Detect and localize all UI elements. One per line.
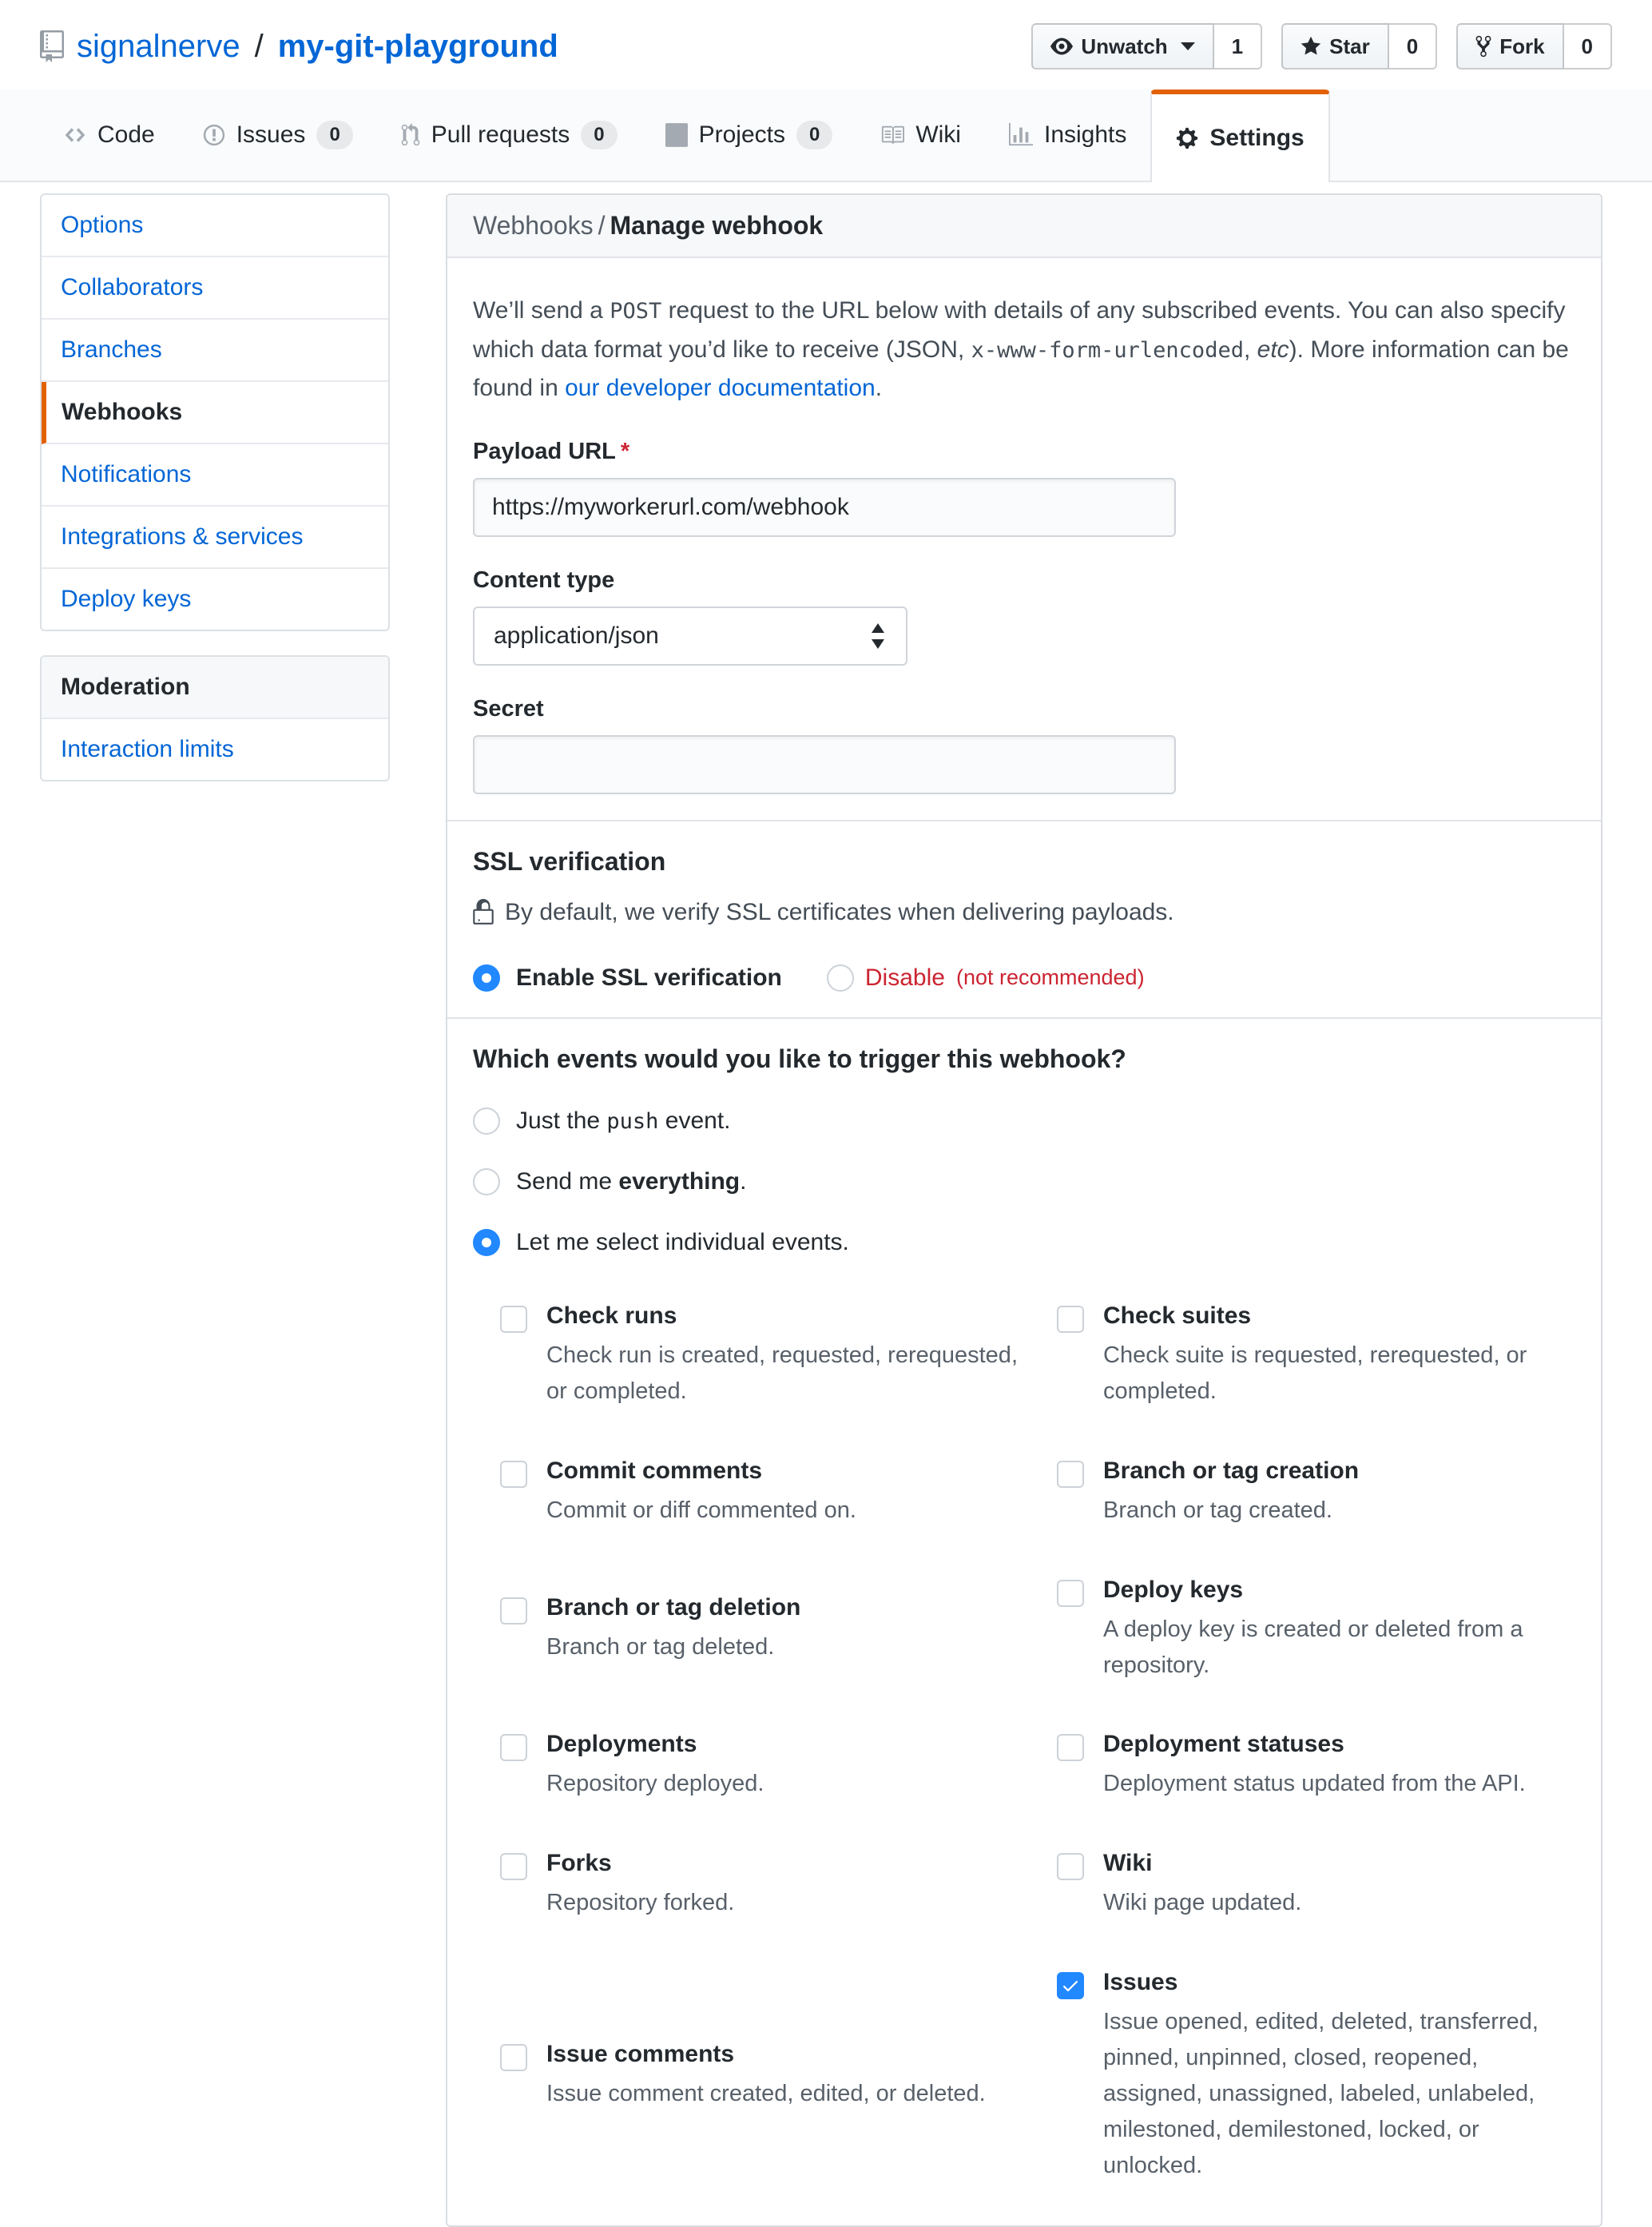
webhook-main — [446, 193, 1602, 2227]
push-code: push — [606, 1108, 659, 1134]
sidebar-item-integrations[interactable]: Integrations & services — [42, 507, 388, 569]
event-description: Repository deployed. — [546, 1771, 764, 1797]
code-icon — [64, 124, 86, 146]
unwatch-label: Unwatch — [1081, 34, 1168, 58]
settings-menu — [40, 193, 390, 631]
event-name: Branch or tag deletion — [546, 1594, 801, 1621]
header-actions — [1031, 23, 1612, 70]
payload-url-label-text: Payload URL — [473, 438, 616, 464]
event-description: Branch or tag deleted. — [546, 1634, 775, 1660]
payload-url-label — [473, 439, 1575, 465]
push-event-radio[interactable] — [473, 1108, 500, 1135]
fork-group — [1456, 23, 1612, 70]
repo-name-link[interactable]: my-git-playground — [277, 28, 558, 64]
event-option-individual — [473, 1229, 1575, 1256]
event-item-branch-creation — [1057, 1457, 1575, 1529]
sidebar-item-options[interactable]: Options — [42, 195, 388, 257]
select-caret-icon — [869, 623, 887, 649]
deployment-statuses-checkbox[interactable] — [1057, 1734, 1084, 1761]
tab-projects[interactable] — [641, 89, 857, 181]
gear-icon — [1176, 126, 1198, 150]
event-description: Deployment status updated from the API. — [1103, 1771, 1526, 1797]
tab-label: Pull requests — [431, 121, 570, 148]
lock-icon — [473, 899, 494, 926]
event-name: Wiki — [1103, 1850, 1153, 1877]
content-type-select[interactable] — [473, 606, 907, 666]
eye-icon — [1050, 35, 1073, 58]
sidebar-item-deploy-keys[interactable]: Deploy keys — [61, 586, 192, 612]
event-item-issue-comments — [500, 2041, 1019, 2112]
tab-label: Code — [97, 121, 155, 148]
webhook-panel — [446, 193, 1602, 2227]
pull-requests-count-badge: 0 — [581, 121, 617, 149]
events-section-title: Which events would you like to trigger this webhook? — [473, 1044, 1126, 1073]
event-name: Check runs — [546, 1302, 677, 1329]
option-text: . — [740, 1167, 747, 1195]
ssl-note — [473, 899, 1575, 926]
tab-label: Insights — [1043, 121, 1127, 148]
event-name: Deployments — [546, 1731, 697, 1758]
option-text: event. — [658, 1107, 731, 1134]
ssl-section-title: SSL verification — [473, 846, 666, 876]
breadcrumb-webhooks-link[interactable]: Webhooks — [473, 211, 594, 240]
star-count[interactable]: 0 — [1389, 23, 1437, 70]
tab-label: Settings — [1209, 125, 1305, 151]
post-code: POST — [610, 299, 662, 324]
disable-ssl-radio[interactable] — [827, 964, 854, 992]
tab-issues[interactable] — [179, 89, 377, 181]
star-group — [1281, 23, 1437, 70]
breadcrumb-separator: / — [598, 211, 606, 240]
event-description: Issue comment created, edited, or deleted. — [546, 2081, 986, 2107]
tab-label: Issues — [236, 121, 306, 148]
events-grid — [500, 1302, 1575, 2184]
description-text: , — [1243, 336, 1257, 363]
unwatch-button[interactable] — [1031, 23, 1213, 70]
event-item-branch-deletion — [500, 1594, 1019, 1665]
event-name: Commit comments — [546, 1457, 763, 1484]
tab-wiki[interactable] — [856, 89, 985, 181]
event-item-wiki — [1057, 1850, 1575, 1921]
ssl-radio-row — [473, 964, 1575, 992]
fork-button[interactable] — [1456, 23, 1563, 70]
etc-italic: etc — [1257, 336, 1289, 363]
event-name: Issue comments — [546, 2041, 735, 2068]
tab-settings[interactable] — [1150, 89, 1329, 182]
event-description: Repository forked. — [546, 1890, 735, 1916]
moderation-header: Moderation — [42, 657, 388, 719]
event-description: Issue opened, edited, deleted, transferred, pinned, unpinned, closed, reopened, assigned, unassigned, labeled, unlabeled, milestoned, demilestoned, locked, or unlocked. — [1103, 2009, 1539, 2179]
settings-layout — [0, 182, 1652, 2227]
fork-label: Fork — [1499, 34, 1545, 58]
repo-icon — [40, 30, 64, 62]
content-type-value: application/json — [494, 622, 659, 649]
event-item-deployments — [500, 1731, 1019, 1802]
sidebar-item-interaction-limits[interactable]: Interaction limits — [61, 736, 234, 762]
sidebar-item-webhooks[interactable]: Webhooks — [42, 382, 388, 444]
watch-count[interactable]: 1 — [1214, 23, 1262, 70]
ssl-verification-section — [447, 820, 1601, 1017]
repo-owner-link[interactable]: signalnerve — [77, 28, 240, 64]
event-description: Check suite is requested, rerequested, or completed. — [1103, 1342, 1527, 1404]
graph-icon — [1009, 123, 1033, 147]
repo-title — [40, 29, 558, 65]
check-suites-checkbox[interactable] — [1057, 1306, 1084, 1333]
fork-count[interactable]: 0 — [1564, 23, 1612, 70]
event-name: Branch or tag creation — [1103, 1457, 1360, 1484]
disable-ssl-group — [827, 964, 1145, 992]
sidebar-item-notifications[interactable]: Notifications — [42, 444, 388, 507]
sidebar-item-branches[interactable]: Branches — [42, 320, 388, 382]
description-text: We’ll send a — [473, 297, 610, 324]
developer-documentation-link[interactable]: our developer documentation — [565, 375, 876, 402]
ssl-note-text: By default, we verify SSL certificates when delivering payloads. — [505, 898, 1174, 925]
issue-icon — [203, 123, 225, 147]
individual-events-label: Let me select individual events. — [516, 1228, 849, 1255]
repo-tabnav — [0, 89, 1652, 182]
description-text: . — [875, 375, 883, 402]
projects-count-badge: 0 — [796, 121, 832, 149]
star-label: Star — [1329, 34, 1370, 58]
secret-input[interactable] — [473, 735, 1176, 794]
webhook-form-section — [447, 258, 1601, 820]
event-item-deployment-statuses — [1057, 1731, 1575, 1802]
branch-creation-checkbox[interactable] — [1057, 1461, 1084, 1488]
chevron-down-icon — [1181, 42, 1195, 50]
content-type-label: Content type — [473, 567, 615, 593]
event-option-push — [473, 1108, 1575, 1135]
wiki-checkbox[interactable] — [1057, 1853, 1084, 1880]
urlencoded-code: x-www-form-urlencoded — [971, 337, 1244, 363]
issues-count-badge: 0 — [316, 121, 352, 149]
fork-icon — [1475, 34, 1491, 58]
description-text: ). More information can be found in — [473, 336, 1569, 402]
option-text: Send me — [516, 1167, 619, 1195]
issues-checkbox[interactable] — [1057, 1972, 1084, 1999]
event-name: Deployment statuses — [1103, 1731, 1344, 1758]
watch-group — [1031, 23, 1262, 70]
repo-separator: / — [254, 28, 264, 64]
project-icon — [665, 123, 688, 147]
event-item-forks — [500, 1850, 1019, 1921]
disable-ssl-label[interactable]: Disable — [864, 964, 945, 991]
secret-label: Secret — [473, 695, 544, 722]
disable-ssl-note: (not recommended) — [955, 965, 1145, 990]
deployments-checkbox[interactable] — [500, 1734, 527, 1761]
settings-sidebar — [40, 193, 390, 781]
branch-deletion-checkbox[interactable] — [500, 1597, 527, 1625]
event-description: Check run is created, requested, rerequested, or completed. — [546, 1342, 1018, 1404]
star-icon — [1301, 35, 1321, 58]
tab-insights[interactable] — [985, 89, 1150, 181]
repo-header — [0, 0, 1652, 89]
event-item-deploy-keys — [1057, 1577, 1575, 1684]
required-asterisk: * — [620, 438, 630, 464]
event-item-commit-comments — [500, 1457, 1019, 1529]
event-description: Wiki page updated. — [1103, 1890, 1302, 1916]
tab-label: Wiki — [915, 121, 961, 148]
payload-url-input[interactable] — [473, 478, 1176, 537]
event-item-check-suites — [1057, 1302, 1575, 1410]
deploy-keys-checkbox[interactable] — [1057, 1580, 1084, 1607]
push-event-label — [516, 1108, 731, 1135]
enable-ssl-radio[interactable] — [473, 964, 500, 992]
event-name: Forks — [546, 1850, 612, 1877]
event-description: A deploy key is created or deleted from a repository. — [1103, 1616, 1523, 1678]
commit-comments-checkbox[interactable] — [500, 1461, 527, 1488]
check-runs-checkbox[interactable] — [500, 1306, 527, 1333]
enable-ssl-label: Enable SSL verification — [516, 964, 782, 991]
everything-bold: everything — [618, 1167, 741, 1195]
webhook-description — [473, 292, 1575, 408]
event-option-everything — [473, 1168, 1575, 1195]
tab-pull-requests[interactable] — [377, 89, 641, 181]
event-item-issues — [1057, 1969, 1575, 2184]
event-item-check-runs — [500, 1302, 1019, 1410]
page-title: Manage webhook — [610, 211, 824, 240]
issue-comments-checkbox[interactable] — [500, 2044, 527, 2071]
event-name: Check suites — [1103, 1302, 1252, 1329]
pull-request-icon — [401, 123, 420, 147]
everything-radio[interactable] — [473, 1168, 500, 1195]
forks-checkbox[interactable] — [500, 1853, 527, 1880]
event-description: Commit or diff commented on. — [546, 1497, 856, 1523]
book-icon — [880, 123, 904, 147]
option-text: Just the — [516, 1107, 607, 1134]
description-text: request to the URL below with details of any subscribed events. You can also specify which data format you’d like to receive (JSON, — [473, 297, 1566, 363]
event-name: Deploy keys — [1103, 1576, 1244, 1603]
event-description: Branch or tag created. — [1103, 1497, 1332, 1523]
individual-events-radio[interactable] — [473, 1229, 500, 1256]
star-button[interactable] — [1281, 23, 1389, 70]
breadcrumb — [447, 195, 1601, 258]
events-section — [447, 1017, 1601, 2225]
moderation-menu — [40, 655, 390, 781]
event-name: Issues — [1103, 1969, 1178, 1996]
sidebar-item-collaborators[interactable]: Collaborators — [42, 257, 388, 320]
everything-label — [516, 1168, 746, 1195]
tab-label: Projects — [698, 121, 785, 148]
tab-code[interactable] — [40, 89, 179, 181]
